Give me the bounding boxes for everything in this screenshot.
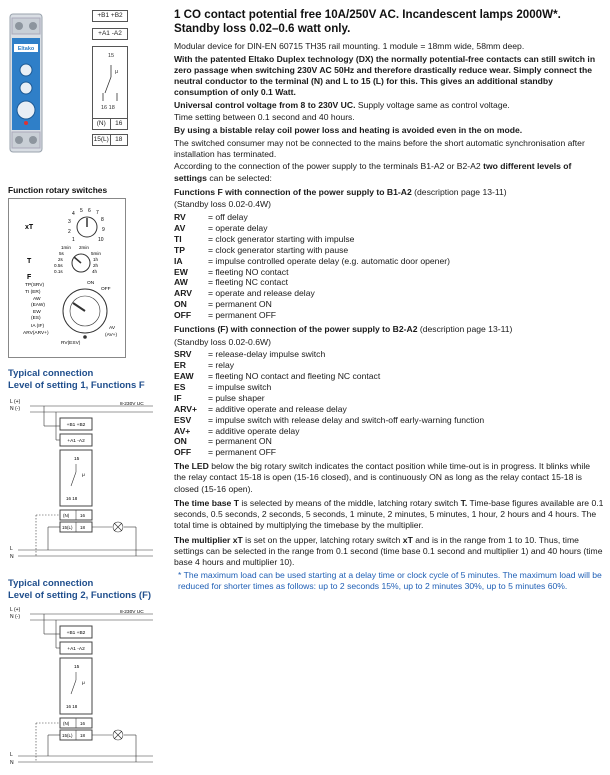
time-tick-2h: 2h bbox=[93, 263, 99, 268]
function-definition: = operate delay bbox=[208, 222, 268, 233]
function-definition: = permanent ON bbox=[208, 299, 272, 310]
function-definition: = permanent OFF bbox=[208, 310, 277, 321]
diag2-l15: 15(L) bbox=[62, 733, 73, 738]
function-item bbox=[174, 310, 604, 321]
mult-tick-1: 1 bbox=[72, 237, 75, 243]
multiplier-rest2: and is in the range from 1 to 10. Thus, time settings can be selected in the range from 0.1 second (time base 0.1 second and multiplier 1) and 40 hours (time base 4 hours and multiplier 10). bbox=[174, 534, 603, 567]
function-definition: = additive operate delay bbox=[208, 425, 300, 436]
diag1-t1618: 16 18 bbox=[66, 496, 78, 501]
according-rest: can be selected: bbox=[206, 172, 272, 183]
multiplier-rest: is set on the upper, latching rotary switch bbox=[242, 534, 403, 545]
diag1-b1b2: +B1 +B2 bbox=[66, 423, 86, 428]
diag2-t16: 16 bbox=[80, 721, 86, 726]
mu-symbol: μ bbox=[115, 69, 119, 75]
led-rest: below the big rotary switch indicates the contact position while time-out is in progress. It blinks while the relay contact 15-18 is open (15-16 closed), and is continuously ON as long as the relay contact 15-18 is closed (15-16 open). bbox=[174, 461, 591, 494]
led-description bbox=[174, 461, 604, 495]
functions-f-heading-rest: (description page 13-11) bbox=[411, 186, 507, 197]
diag2-t1618: 16 18 bbox=[66, 704, 78, 709]
multiplier-bold2: xT bbox=[402, 534, 413, 545]
function-code: TI bbox=[174, 233, 182, 244]
function-item bbox=[174, 277, 604, 288]
bistable-note: By using a bistable relay coil power loss and heating is avoided even in the on mode. bbox=[174, 124, 523, 135]
function-code: AW bbox=[174, 277, 188, 288]
diag2-t15: 15 bbox=[74, 665, 80, 670]
functions-f-standby: (Standby loss 0.02-0.4W) bbox=[174, 199, 271, 210]
function-item bbox=[174, 267, 604, 278]
functions-f2-list bbox=[174, 349, 604, 458]
universal-voltage bbox=[174, 100, 604, 111]
time-tick-4h: 4h bbox=[92, 269, 98, 274]
func-tick-off: OFF bbox=[101, 287, 111, 292]
func-tick-es: (ES) bbox=[31, 316, 41, 321]
terminal-16-18-label: 16 18 bbox=[101, 105, 115, 111]
typical-connection-2-line2: Level of setting 2, Functions (F) bbox=[8, 590, 152, 601]
t16-label: 16 bbox=[115, 120, 123, 127]
function-code: ARV+ bbox=[174, 403, 198, 414]
function-definition: = operate and release delay bbox=[208, 288, 315, 299]
function-item bbox=[174, 349, 604, 360]
timebase-bold: The time base T bbox=[174, 497, 239, 508]
wiring-diagram-2 bbox=[8, 604, 158, 770]
function-item bbox=[174, 299, 604, 310]
terminal-15-label: 15 bbox=[108, 53, 115, 59]
xt-label: xT bbox=[25, 224, 34, 231]
multiplier-bold: The multiplier xT bbox=[174, 534, 243, 545]
time-tick-0.5s: 0.5s bbox=[54, 263, 63, 268]
n-label: (N) bbox=[93, 119, 111, 129]
l-plus-label: L (+) bbox=[10, 399, 21, 405]
function-code: SRV bbox=[174, 349, 192, 360]
function-definition: = impulse switch with release delay and switch-off early-warning function bbox=[208, 414, 485, 425]
max-load-note: * The maximum load can be used starting at a delay time or clock cycle of 5 minutes. The maximum load will be reduced for shorter times as follows: up to 2 seconds 15%, up to 2 minutes 30%, up to 5 minutes 60%. bbox=[178, 569, 602, 591]
time-tick-1h: 1h bbox=[93, 257, 99, 262]
mult-tick-6: 6 bbox=[88, 208, 91, 214]
diag2-l-plus: L (+) bbox=[10, 607, 21, 613]
functions-f-heading bbox=[174, 187, 604, 198]
rotary-switch-panel bbox=[8, 198, 126, 358]
time-tick-5min: 5min bbox=[91, 251, 101, 256]
function-code: EAW bbox=[174, 371, 194, 382]
function-item bbox=[174, 371, 604, 382]
t18-label: 18 bbox=[115, 136, 123, 143]
terminal-a1a2: +A1 -A2 bbox=[92, 28, 128, 40]
led-bold: The LED bbox=[174, 461, 209, 472]
mult-tick-10: 10 bbox=[98, 237, 104, 243]
function-definition: = fleeting NO contact bbox=[208, 266, 289, 277]
function-definition: = relay bbox=[208, 360, 235, 371]
f-label: F bbox=[27, 274, 32, 281]
switched-note: The switched consumer may not be connected to the mains before the short automatic synchronisation after installation has terminated. bbox=[174, 137, 585, 159]
diag1-t18: 18 bbox=[80, 525, 86, 530]
function-item bbox=[174, 360, 604, 371]
wiring-diagram-1 bbox=[8, 396, 158, 564]
function-definition: = impulse switch bbox=[208, 381, 272, 392]
func-tick-av-plus: (AV+) bbox=[105, 333, 118, 338]
mult-tick-2: 2 bbox=[68, 229, 71, 235]
function-item bbox=[174, 426, 604, 437]
function-item bbox=[174, 415, 604, 426]
intro-mounting: Modular device for DIN-EN 60715 TH35 rail mounting. 1 module = 18mm wide, 58mm deep. bbox=[174, 41, 525, 51]
relay-box bbox=[92, 46, 128, 128]
function-code: AV+ bbox=[174, 425, 191, 436]
func-tick-eaw: (EAW) bbox=[31, 303, 45, 308]
voltage-label: 8-230V UC bbox=[120, 402, 144, 407]
function-item bbox=[174, 245, 604, 256]
function-code: OFF bbox=[174, 447, 192, 458]
diag1-l15: 15(L) bbox=[62, 525, 73, 530]
l15-label: 15(L) bbox=[93, 136, 109, 143]
time-setting: Time setting between 0.1 second and 40 hours. bbox=[174, 112, 355, 123]
device-brand: Eltako bbox=[17, 46, 35, 52]
func-tick-ia: IA (IF) bbox=[31, 324, 45, 329]
time-tick-2min: 2min bbox=[79, 245, 89, 250]
function-definition: = pulse shaper bbox=[208, 392, 265, 403]
time-tick-0.1s: 0.1s bbox=[54, 269, 63, 274]
terminal-b1b2: +B1 +B2 bbox=[92, 10, 128, 22]
t-label: T bbox=[27, 258, 32, 265]
intro-duplex: With the patented Eltako Duplex technology (DX) the normally potential-free contacts can still switch in zero passage when switching 230V AC 50Hz and therefore drastically reduce wear. Simply connect the neutral conductor to the terminal (N) and L to 15 (L) for this. This gives an additional standby consumption of only 0.1 Watt. bbox=[174, 53, 596, 98]
function-definition: = permanent OFF bbox=[208, 447, 277, 458]
diag2-n-minus: N (-) bbox=[10, 614, 20, 620]
time-tick-1min: 1min bbox=[61, 245, 71, 250]
typical-connection-1-line1: Typical connection bbox=[8, 368, 94, 379]
diag2-n-rail: N bbox=[10, 760, 14, 766]
diag2-l: L bbox=[10, 752, 13, 758]
function-definition: = fleeting NC contact bbox=[208, 277, 289, 288]
time-tick-5s: 5s bbox=[59, 251, 64, 256]
function-definition: = clock generator starting with impulse bbox=[208, 233, 355, 244]
function-item bbox=[174, 256, 604, 267]
function-definition: = impulse controlled operate delay (e.g. automatic door opener) bbox=[208, 255, 450, 266]
function-item bbox=[174, 288, 604, 299]
diag2-a1a2: +A1 -A2 bbox=[67, 647, 85, 652]
typical-connection-2-line1: Typical connection bbox=[8, 578, 94, 589]
func-tick-rv: RV(ESV) bbox=[61, 341, 81, 346]
diag1-n: (N) bbox=[63, 513, 70, 518]
function-definition: = additive operate and release delay bbox=[208, 403, 347, 414]
universal-bold: Universal control voltage from 8 to 230V UC. bbox=[174, 99, 356, 110]
functions-f2-heading-rest: (description page 13-11) bbox=[417, 324, 513, 335]
mult-tick-4: 4 bbox=[72, 211, 75, 217]
function-item bbox=[174, 212, 604, 223]
according-text: According to the connection of the power supply to the terminals B1-A2 or B2-A2 bbox=[174, 161, 484, 172]
product-title: 1 CO contact potential free 10A/250V AC. Incandescent lamps 2000W*. Standby loss 0.02–0.6 watt only. bbox=[174, 8, 561, 35]
diag1-t15: 15 bbox=[74, 457, 80, 462]
functions-f2-standby: (Standby loss 0.02-0.6W) bbox=[174, 336, 271, 347]
function-code: ES bbox=[174, 381, 186, 392]
timebase-bold2: T. bbox=[460, 497, 468, 508]
func-tick-ti: TI (ER) bbox=[25, 290, 41, 295]
functions-f-heading-bold: Functions F with connection of the power supply to B1-A2 bbox=[174, 186, 412, 197]
rotary-heading: Function rotary switches bbox=[8, 185, 108, 195]
diag1-n-rail: N bbox=[10, 554, 14, 560]
terminal-diagram-top bbox=[88, 10, 132, 152]
function-definition: = off delay bbox=[208, 211, 248, 222]
func-tick-aw: AW bbox=[33, 297, 41, 302]
function-definition: = clock generator starting with pause bbox=[208, 244, 349, 255]
function-item bbox=[174, 404, 604, 415]
function-code: ON bbox=[174, 299, 187, 310]
diag1-l: L bbox=[10, 546, 13, 552]
according-note bbox=[174, 161, 604, 183]
function-item bbox=[174, 382, 604, 393]
timebase-rest: is selected by means of the middle, latching rotary switch bbox=[238, 497, 461, 508]
mult-tick-8: 8 bbox=[101, 217, 104, 223]
device-photo bbox=[6, 8, 46, 158]
function-definition: = release-delay impulse switch bbox=[208, 349, 326, 360]
according-bold: two different levels of settings bbox=[174, 161, 572, 183]
func-tick-on: ON bbox=[87, 281, 95, 286]
function-code: ER bbox=[174, 360, 186, 371]
function-code: AV bbox=[174, 222, 186, 233]
diag2-voltage: 8-230V UC bbox=[120, 610, 144, 615]
timebase-description bbox=[174, 498, 604, 532]
function-item bbox=[174, 234, 604, 245]
terminal-n-16 bbox=[92, 118, 128, 130]
function-code: IA bbox=[174, 255, 183, 266]
terminal-l-18 bbox=[92, 134, 128, 146]
diag2-b1b2: +B1 +B2 bbox=[66, 631, 86, 636]
timebase-rest2: Time-base figures available are 0.1 seconds, 0.5 seconds, 2 seconds, 5 seconds, 1 minute, 2 minutes, 5 minutes, 1 hour, 2 hours and 4 hours. The total time is obtained by multiplying the timebase by the multiplier. bbox=[174, 497, 604, 531]
functions-f2-heading-bold: Functions (F) with connection of the power supply to B2-A2 bbox=[174, 324, 418, 335]
product-description bbox=[174, 8, 604, 593]
function-code: ON bbox=[174, 436, 187, 447]
function-code: OFF bbox=[174, 310, 192, 321]
mult-tick-5: 5 bbox=[80, 208, 83, 214]
diag2-n: (N) bbox=[63, 721, 70, 726]
function-code: ARV bbox=[174, 288, 192, 299]
function-definition: = fleeting NO contact and fleeting NC contact bbox=[208, 371, 381, 382]
func-tick-ew: EW bbox=[33, 310, 41, 315]
diag1-mu: μ bbox=[82, 473, 85, 478]
function-item bbox=[174, 223, 604, 234]
diag2-t18: 18 bbox=[80, 733, 86, 738]
universal-rest: Supply voltage same as control voltage. bbox=[355, 99, 510, 110]
n-minus-label: N (-) bbox=[10, 406, 20, 412]
function-code: TP bbox=[174, 244, 185, 255]
function-code: RV bbox=[174, 211, 186, 222]
func-tick-tp: TP(SRV) bbox=[25, 283, 45, 288]
function-code: IF bbox=[174, 392, 182, 403]
multiplier-description bbox=[174, 535, 604, 569]
function-item bbox=[174, 447, 604, 458]
mult-tick-9: 9 bbox=[102, 227, 105, 233]
mult-tick-7: 7 bbox=[96, 210, 99, 216]
functions-f2-heading bbox=[174, 324, 604, 335]
typical-connection-1-line2: Level of setting 1, Functions F bbox=[8, 380, 145, 391]
function-item bbox=[174, 436, 604, 447]
diag1-a1a2: +A1 -A2 bbox=[67, 439, 85, 444]
function-code: EW bbox=[174, 266, 188, 277]
diag2-mu: μ bbox=[82, 681, 85, 686]
time-tick-2s: 2s bbox=[58, 257, 63, 262]
function-code: ESV bbox=[174, 414, 192, 425]
functions-f-list bbox=[174, 212, 604, 321]
func-tick-arv: ARV(ARV+) bbox=[23, 331, 49, 336]
func-tick-av: AV bbox=[109, 326, 116, 331]
function-item bbox=[174, 393, 604, 404]
function-definition: = permanent ON bbox=[208, 436, 272, 447]
diag1-t16: 16 bbox=[80, 513, 86, 518]
mult-tick-3: 3 bbox=[68, 219, 71, 225]
